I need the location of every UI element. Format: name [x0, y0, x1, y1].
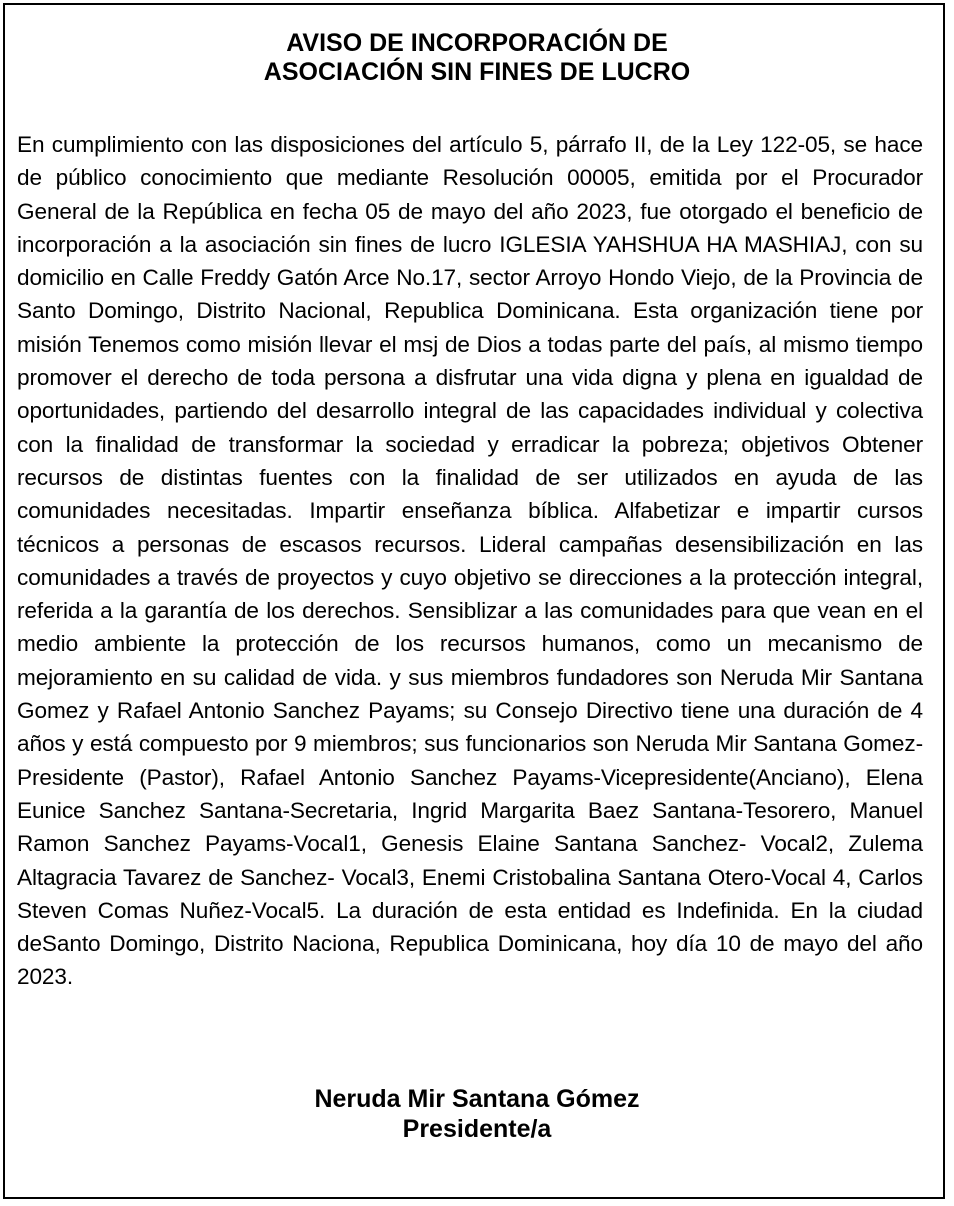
signer-name: Neruda Mir Santana Gómez	[314, 1085, 640, 1113]
signer-role: Presidente/a	[402, 1115, 552, 1143]
notice-title-line-2: ASOCIACIÓN SIN FINES DE LUCRO	[263, 58, 691, 86]
notice-title	[0, 29, 954, 87]
notice-title-line-1: AVISO DE INCORPORACIÓN DE	[286, 29, 668, 57]
signature-block	[0, 1084, 954, 1144]
notice-body-paragraph: En cumplimiento con las disposiciones del artículo 5, párrafo II, de la Ley 122-05, se hace de público conocimiento que mediante Resolución 00005, emitida por el Procurador General de la República en fecha 05 de mayo del año 2023, fue otorgado el beneficio de incorporación a la asociación sin fines de lucro IGLESIA YAHSHUA HA MASHIAJ, con su domicilio en Calle Freddy Gatón Arce No.17, sector Arroyo Hondo Viejo, de la Provincia de Santo Domingo, Distrito Nacional, Republica Dominicana. Esta organización tiene por misión Tenemos como misión llevar el msj de Dios a todas parte del país, al mismo tiempo promover el derecho de toda persona a disfrutar una vida digna y plena en igualdad de oportunidades, partiendo del desarrollo integral de las capacidades individual y colectiva con la finalidad de transformar la sociedad y erradicar la pobreza; objetivos Obtener recursos de distintas fuentes con la finalidad de ser utilizados en ayuda de las comunidades necesitadas. Impartir enseñanza bíblica. Alfabetizar e impartir cursos técnicos a personas de escasos recursos. Lideral campañas desensibilización en las comunidades a través de proyectos y cuyo objetivo se direcciones a la protección integral, referida a la garantía de los derechos. Sensiblizar a las comunidades para que vean en el medio ambiente la protección de los recursos humanos, como un mecanismo de mejoramiento en su calidad de vida. y sus miembros fundadores son Neruda Mir Santana Gomez y Rafael Antonio Sanchez Payams; su Consejo Directivo tiene una duración de 4 años y está compuesto por 9 miembros; sus funcionarios son Neruda Mir Santana Gomez-Presidente (Pastor), Rafael Antonio Sanchez Payams-Vicepresidente(Anciano), Elena Eunice Sanchez Santana-Secretaria, Ingrid Margarita Baez Santana-Tesorero, Manuel Ramon Sanchez Payams-Vocal1, Genesis Elaine Santana Sanchez- Vocal2, Zulema Altagracia Tavarez de Sanchez- Vocal3, Enemi Cristobalina Santana Otero-Vocal 4, Carlos Steven Comas Nuñez-Vocal5. La duración de esta entidad es Indefinida. En la ciudad deSanto Domingo, Distrito Naciona, Republica Dominicana, hoy día 10 de mayo del año 2023.	[17, 132, 923, 990]
